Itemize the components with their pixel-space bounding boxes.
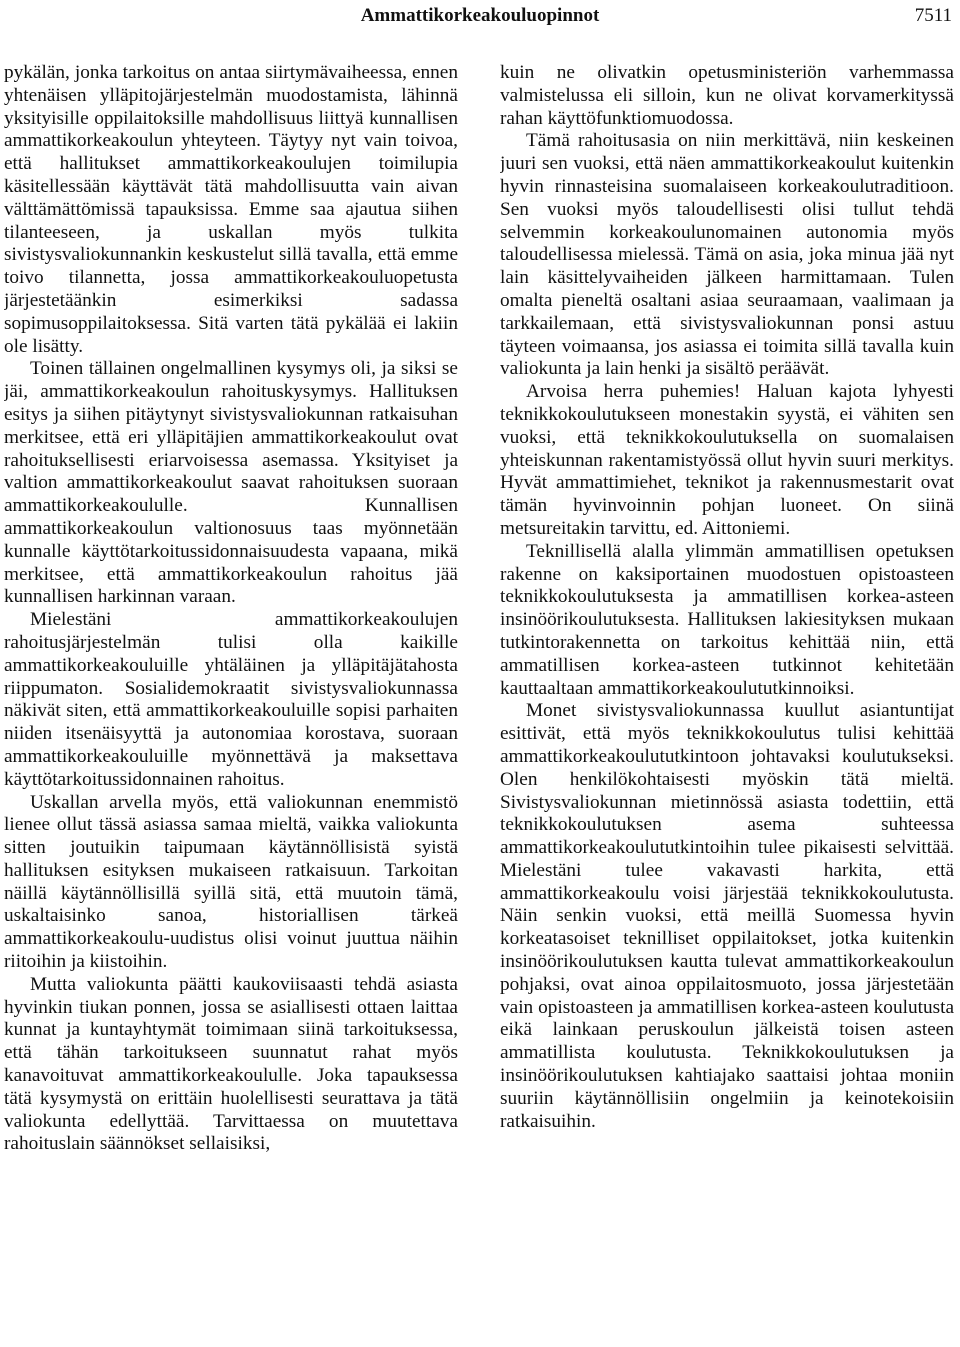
paragraph: Mutta valiokunta päätti kaukoviisaasti tehdä asiasta hyvinkin tiukan ponnen, jossa se asiallisesti ottaen laittaa kunnat ja kuntayhtymät toimimaan siinä tarkoituksessa, että tähän tarkoitukseen suunnatut rahat myös kanavoituvat ammattikorkeakoululle. Joka tapauksessa tätä kysymystä on erittäin huolellisesti seurattava ja tätä valiokunta edellyttää. Tarvittaessa on muutettava rahoituslain säännökset sellaisiksi,	[4, 973, 458, 1155]
paragraph: Toinen tällainen ongelmallinen kysymys oli, ja siksi se jäi, ammattikorkeakoulun rahoituskysymys. Hallituksen esitys ja siihen pitäytynyt sivistysvaliokunnan ratkaisuhan merkitsee, että eri ylläpitäjien ammattikorkeakoulut ovat rahoituksellisesti eriarvoisessa asemassa. Yksityiset ja valtion ammattikorkeakoulut saavat rahoituksen suoraan ammattikorkeakoululle. Kunnallisen ammattikorkeakoulun valtionosuus taas myönnetään kunnalle käyttötarkoitussidonnaisuudesta vapaana, mikä merkitsee, että ammattikorkeakoulun rahoitus jää kunnallisen harkinnan varaan.	[4, 358, 458, 608]
paragraph: Tämä rahoitusasia on niin merkittävä, niin keskeinen juuri sen vuoksi, että näen ammattikorkeakoulut kuitenkin hyvin rinnasteisina suomalaiseen korkeakoulutraditioon. Sen vuoksi myös taloudellisesti olisi tullut tehdä selvemmin korkeakoulunomainen autonomia myös taloudellisessa mielessä. Tämä on asia, joka minua jää nyt lain käsittelyvaiheiden jälkeen harmittamaan. Tulen omalta pieneltä osaltani asiaa seuraamaan, vaalimaan ja tarkkailemaan, että sivistysvaliokunnan ponsi astuu täyteen voimaansa, jos asiassa ei toimita sillä tavalla kuin valiokunta ja lain henki ja sisältö peräävät.	[500, 130, 954, 380]
paragraph: Uskallan arvella myös, että valiokunnan enemmistö lienee ollut tässä asiassa samaa mieltä, vaikka valiokunta sitten joutuikin taipumaan käytännöllisistä syistä hallituksen esityksen mukaiseen ratkaisuun. Tarkoitan näillä käytännöllisillä syillä sitä, että muutoin tämä, uskaltaisinko sanoa, historiallisen tärkeä ammattikorkeakoulu-uudistus olisi voinut juuttua näihin riitoihin ja kiistoihin.	[4, 791, 458, 973]
paragraph: Mielestäni ammattikorkeakoulujen rahoitusjärjestelmän tulisi olla kaikille ammattikorkeakouluille yhtäläinen ja ylläpitäjätahosta riippumaton. Sosialidemokraatit sivistysvaliokunnassa näkivät siten, että ammattikorkeakouluille sopisi parhaiten niiden itsenäisyyttä ja autonomiaa korostava, suoraan ammattikorkeakouluille myönnettävä ja maksettava käyttötarkoitussidonnainen rahoitus.	[4, 609, 458, 790]
left-column	[4, 62, 458, 1347]
page-number: 7511	[914, 5, 952, 26]
paragraph: Monet sivistysvaliokunnassa kuullut asiantuntijat esittivät, että myös teknikkokoulutus tulisi kehittää ammattikorkeakoulututkintoon johtavaksi koulutukseksi. Olen henkilökohtaisesti myöskin tätä mieltä. Sivistysvaliokunnan mietinnössä asiasta todettiin, että teknikkokoulutuksen asema suhteessa ammattikorkeakoulututkintoihin tulee pikaisesti selvittää. Mielestäni tulee vakavasti harkita, että ammattikorkeakoulu voisi järjestää teknikkokoulutusta. Näin senkin vuoksi, että meillä Suomessa hyvin korkeatasoiset teknilliset oppilaitokset, jotka kuitenkin insinöörikoulutuksen kautta tulevat ammattikorkeakoulun pohjaksi, ovat ainoa oppilaitosmuoto, jossa järjestetään vain opistoasteen ja ammatillisen korkea-asteen koulutusta eikä lainkaan peruskoulun jälkeistä toisen asteen ammatillista koulutusta. Teknikkokoulutuksen ja insinöörikoulutuksen kahtiajako saattaisi johtaa moniin suuriin käytännöllisiin ongelmiin ja keinotekoisiin ratkaisuihin.	[500, 700, 954, 1132]
paragraph: kuin ne olivatkin opetusministeriön varhemmassa valmistelussa eli silloin, kun ne olivat korvamerkityssä rahan käyttöfunktiomuodossa.	[500, 62, 954, 129]
header-title: Ammattikorkeakouluopinnot	[360, 5, 600, 26]
right-column	[500, 62, 954, 1347]
running-header	[0, 4, 960, 28]
paragraph: Arvoisa herra puhemies! Haluan kajota lyhyesti teknikkokoulutukseen monestakin syystä, ei vähiten sen vuoksi, että teknikkokoulutuksella on suomalaisen yhteiskunnan rakentamistyössä ollut hyvin suuri merkitys. Hyvät ammattimiehet, teknikot ja rakennusmestarit ovat tämän hyvinvoinnin pohjan luoneet. On siinä metsureitakin tarvittu, ed. Aittoniemi.	[500, 381, 954, 539]
paragraph: pykälän, jonka tarkoitus on antaa siirtymävaiheessa, ennen yhtenäisen ylläpitojärjestelmän muodostamista, lähinnä yksityisille oppilaitoksille mahdollisuus liittyä kunnallisen ammattikorkeakoulun yhteyteen. Täytyy nyt vain toivoa, että hallitukset ammattikorkeakoulujen toimilupia käsitellessään käyttävät tätä mahdollisuutta vain aivan välttämättömissä tapauksissa. Emme saa ajautua siihen tilanteeseen, ja uskallan myös tulkita sivistysvaliokunnankin keskustelut sillä tavalla, että emme toivo tilannetta, jossa ammattikorkeakouluopetusta järjestetäänkin esimerkiksi sadassa sopimusoppilaitoksessa. Sitä varten tätä pykälää ei lakiin ole lisätty.	[4, 62, 458, 357]
paragraph: Teknillisellä alalla ylimmän ammatillisen opetuksen rakenne on kaksiportainen muodostuen opistoasteen teknikkokoulutuksesta ja ammatillisen korkea-asteen insinöörikoulutuksesta. Hallituksen lakiesityksen mukaan tutkintorakennetta on tarkoitus kehittää niin, että ammatillisen korkea-asteen tutkinnot kehitetään kauttaaltaan ammattikorkeakoulututkinnoiksi.	[500, 540, 954, 699]
